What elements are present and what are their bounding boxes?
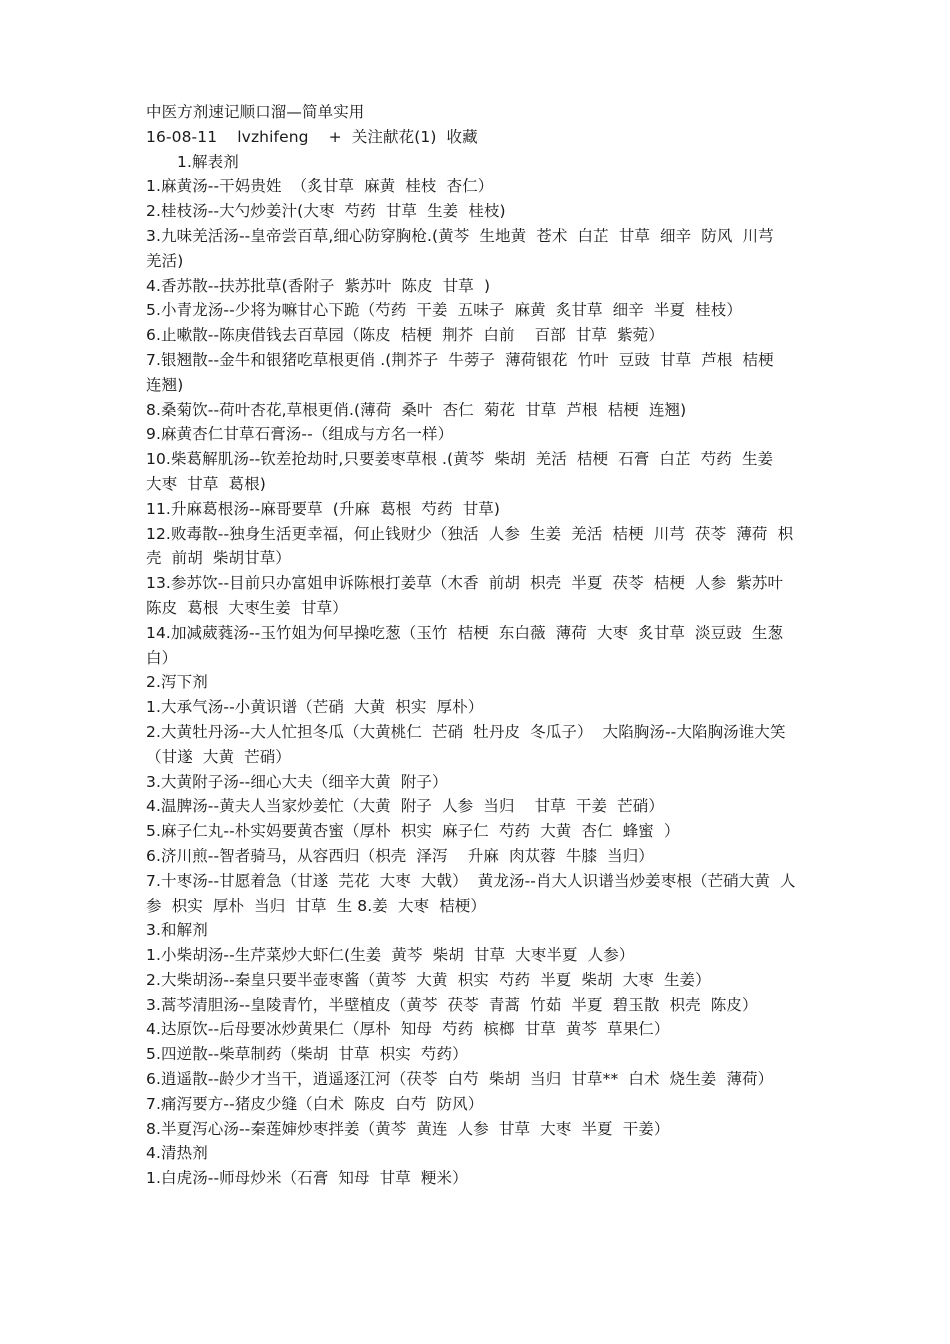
- text-line: 1.大承气汤--小黄识谱（芒硝 大黄 枳实 厚朴）: [146, 698, 484, 717]
- text-line: 7.痛泻要方--猪皮少缝（白术 陈皮 白芍 防风）: [146, 1094, 484, 1113]
- text-line: 2.桂枝汤--大勺炒姜汁(大枣 芍药 甘草 生姜 桂枝): [146, 202, 506, 221]
- text-line: 1.小柴胡汤--生芹菜炒大虾仁(生姜 黄芩 柴胡 甘草 大枣半夏 人参）: [146, 946, 635, 965]
- text-line: 5.小青龙汤--少将为嘛甘心下跪（芍药 干姜 五味子 麻黄 炙甘草 细辛 半夏 桂枝）: [146, 301, 742, 320]
- text-line: 6.逍遥散--龄少才当干，逍遥逐江河（茯苓 白芍 柴胡 当归 甘草** 白术 烧生姜 薄荷）: [146, 1070, 774, 1089]
- text-line: 6.止嗽散--陈庚借钱去百草园（陈皮 桔梗 荆芥 白前 百部 甘草 紫菀）: [146, 326, 664, 345]
- text-line: 5.四逆散--柴草制药（柴胡 甘草 枳实 芍药）: [146, 1045, 468, 1064]
- text-line: 14.加减葳蕤汤--玉竹姐为何早操吃葱（玉竹 桔梗 东白薇 薄荷 大枣 炙甘草 淡豆豉 生葱: [146, 623, 784, 642]
- text-line: 12.败毒散--独身生活更幸福，何止钱财少（独活 人参 生姜 羌活 桔梗 川芎 茯苓 薄荷 枳: [146, 524, 794, 543]
- text-line: 参 枳实 厚朴 当归 甘草 生 8.姜 大枣 桔梗）: [146, 896, 486, 915]
- section-heading-hejie: 3.和解剂: [146, 921, 208, 940]
- text-line: 3.蒿芩清胆汤--皇陵青竹，半壁植皮（黄芩 茯苓 青蒿 竹茹 半夏 碧玉散 枳壳 陈皮）: [146, 995, 758, 1014]
- section-heading-jiebiao: 1.解表剂: [177, 152, 239, 171]
- text-line: 5.麻子仁丸--朴实妈要黄杏蜜（厚朴 枳实 麻子仁 芍药 大黄 杏仁 蜂蜜 ）: [146, 822, 680, 841]
- section-heading-xiexia: 2.泻下剂: [146, 673, 208, 692]
- text-line: 连翘): [146, 375, 184, 394]
- text-line: 7.银翘散--金牛和银猪吃草根更俏 .(荆芥子 牛蒡子 薄荷银花 竹叶 豆豉 甘草 芦根 桔梗: [146, 350, 774, 369]
- text-line: 10.柴葛解肌汤--钦差抢劫时,只要姜枣草根 .(黄芩 柴胡 羌活 桔梗 石膏 白芷 芍药 生姜: [146, 450, 774, 469]
- text-line: 8.半夏泻心汤--秦莲婶炒枣拌姜（黄芩 黄连 人参 甘草 大枣 半夏 干姜）: [146, 1119, 670, 1138]
- text-line: 3.大黄附子汤--细心大夫（细辛大黄 附子）: [146, 772, 448, 791]
- text-line: 1.白虎汤--师母炒米（石膏 知母 甘草 粳米）: [146, 1169, 468, 1188]
- text-line: 大枣 甘草 葛根): [146, 474, 266, 493]
- text-line: 11.升麻葛根汤--麻哥要草 (升麻 葛根 芍药 甘草): [146, 499, 501, 518]
- text-line: 羌活): [146, 251, 184, 270]
- text-line: 13.参苏饮--目前只办富姐申诉陈根打姜草（木香 前胡 枳壳 半夏 茯苓 桔梗 人参 紫苏叶: [146, 574, 784, 593]
- document-title: 中医方剂速记顺口溜—简单实用: [146, 103, 365, 121]
- text-line: 8.桑菊饮--荷叶杏花,草根更俏.(薄荷 桑叶 杏仁 菊花 甘草 芦根 桔梗 连翘): [146, 400, 687, 419]
- text-line: 2.大黄牡丹汤--大人忙担冬瓜（大黄桃仁 芒硝 牡丹皮 冬瓜子） 大陷胸汤--大陷胸汤谁大笑: [146, 722, 786, 741]
- text-line: 壳 前胡 柴胡甘草）: [146, 549, 291, 568]
- text-line: 4.温脾汤--黄夫人当家炒姜忙（大黄 附子 人参 当归 甘草 干姜 芒硝）: [146, 797, 664, 816]
- section-heading-qingre: 4.清热剂: [146, 1144, 208, 1163]
- document-body: [146, 100, 814, 1191]
- text-line: 6.济川煎--智者骑马，从容西归（枳壳 泽泻 升麻 肉苁蓉 牛膝 当归）: [146, 846, 654, 865]
- text-line: 1.麻黄汤--干妈贵姓 （炙甘草 麻黄 桂枝 杏仁）: [146, 177, 494, 196]
- text-line: 陈皮 葛根 大枣生姜 甘草）: [146, 598, 348, 617]
- text-line: 4.达原饮--后母要冰炒黄果仁（厚朴 知母 芍药 槟榔 甘草 黄芩 草果仁）: [146, 1020, 670, 1039]
- text-line: 9.麻黄杏仁甘草石膏汤--（组成与方名一样）: [146, 425, 454, 444]
- text-line: 7.十枣汤--甘愿着急（甘遂 芫花 大枣 大戟） 黄龙汤--肖大人识谱当炒姜枣根（芒硝大黄 人: [146, 871, 796, 890]
- text-line: 4.香苏散--扶苏批草(香附子 紫苏叶 陈皮 甘草 ): [146, 276, 491, 295]
- text-line: （甘遂 大黄 芒硝）: [146, 747, 291, 766]
- text-line: 白）: [146, 648, 178, 667]
- post-meta: 16-08-11 lvzhifeng + 关注献花(1) 收藏: [146, 127, 478, 146]
- text-line: 3.九味羌活汤--皇帝尝百草,细心防穿胸枪.(黄芩 生地黄 苍术 白芷 甘草 细辛 防风 川芎: [146, 226, 774, 245]
- text-line: 2.大柴胡汤--秦皇只要半壶枣酱（黄芩 大黄 枳实 芍药 半夏 柴胡 大枣 生姜）: [146, 970, 711, 989]
